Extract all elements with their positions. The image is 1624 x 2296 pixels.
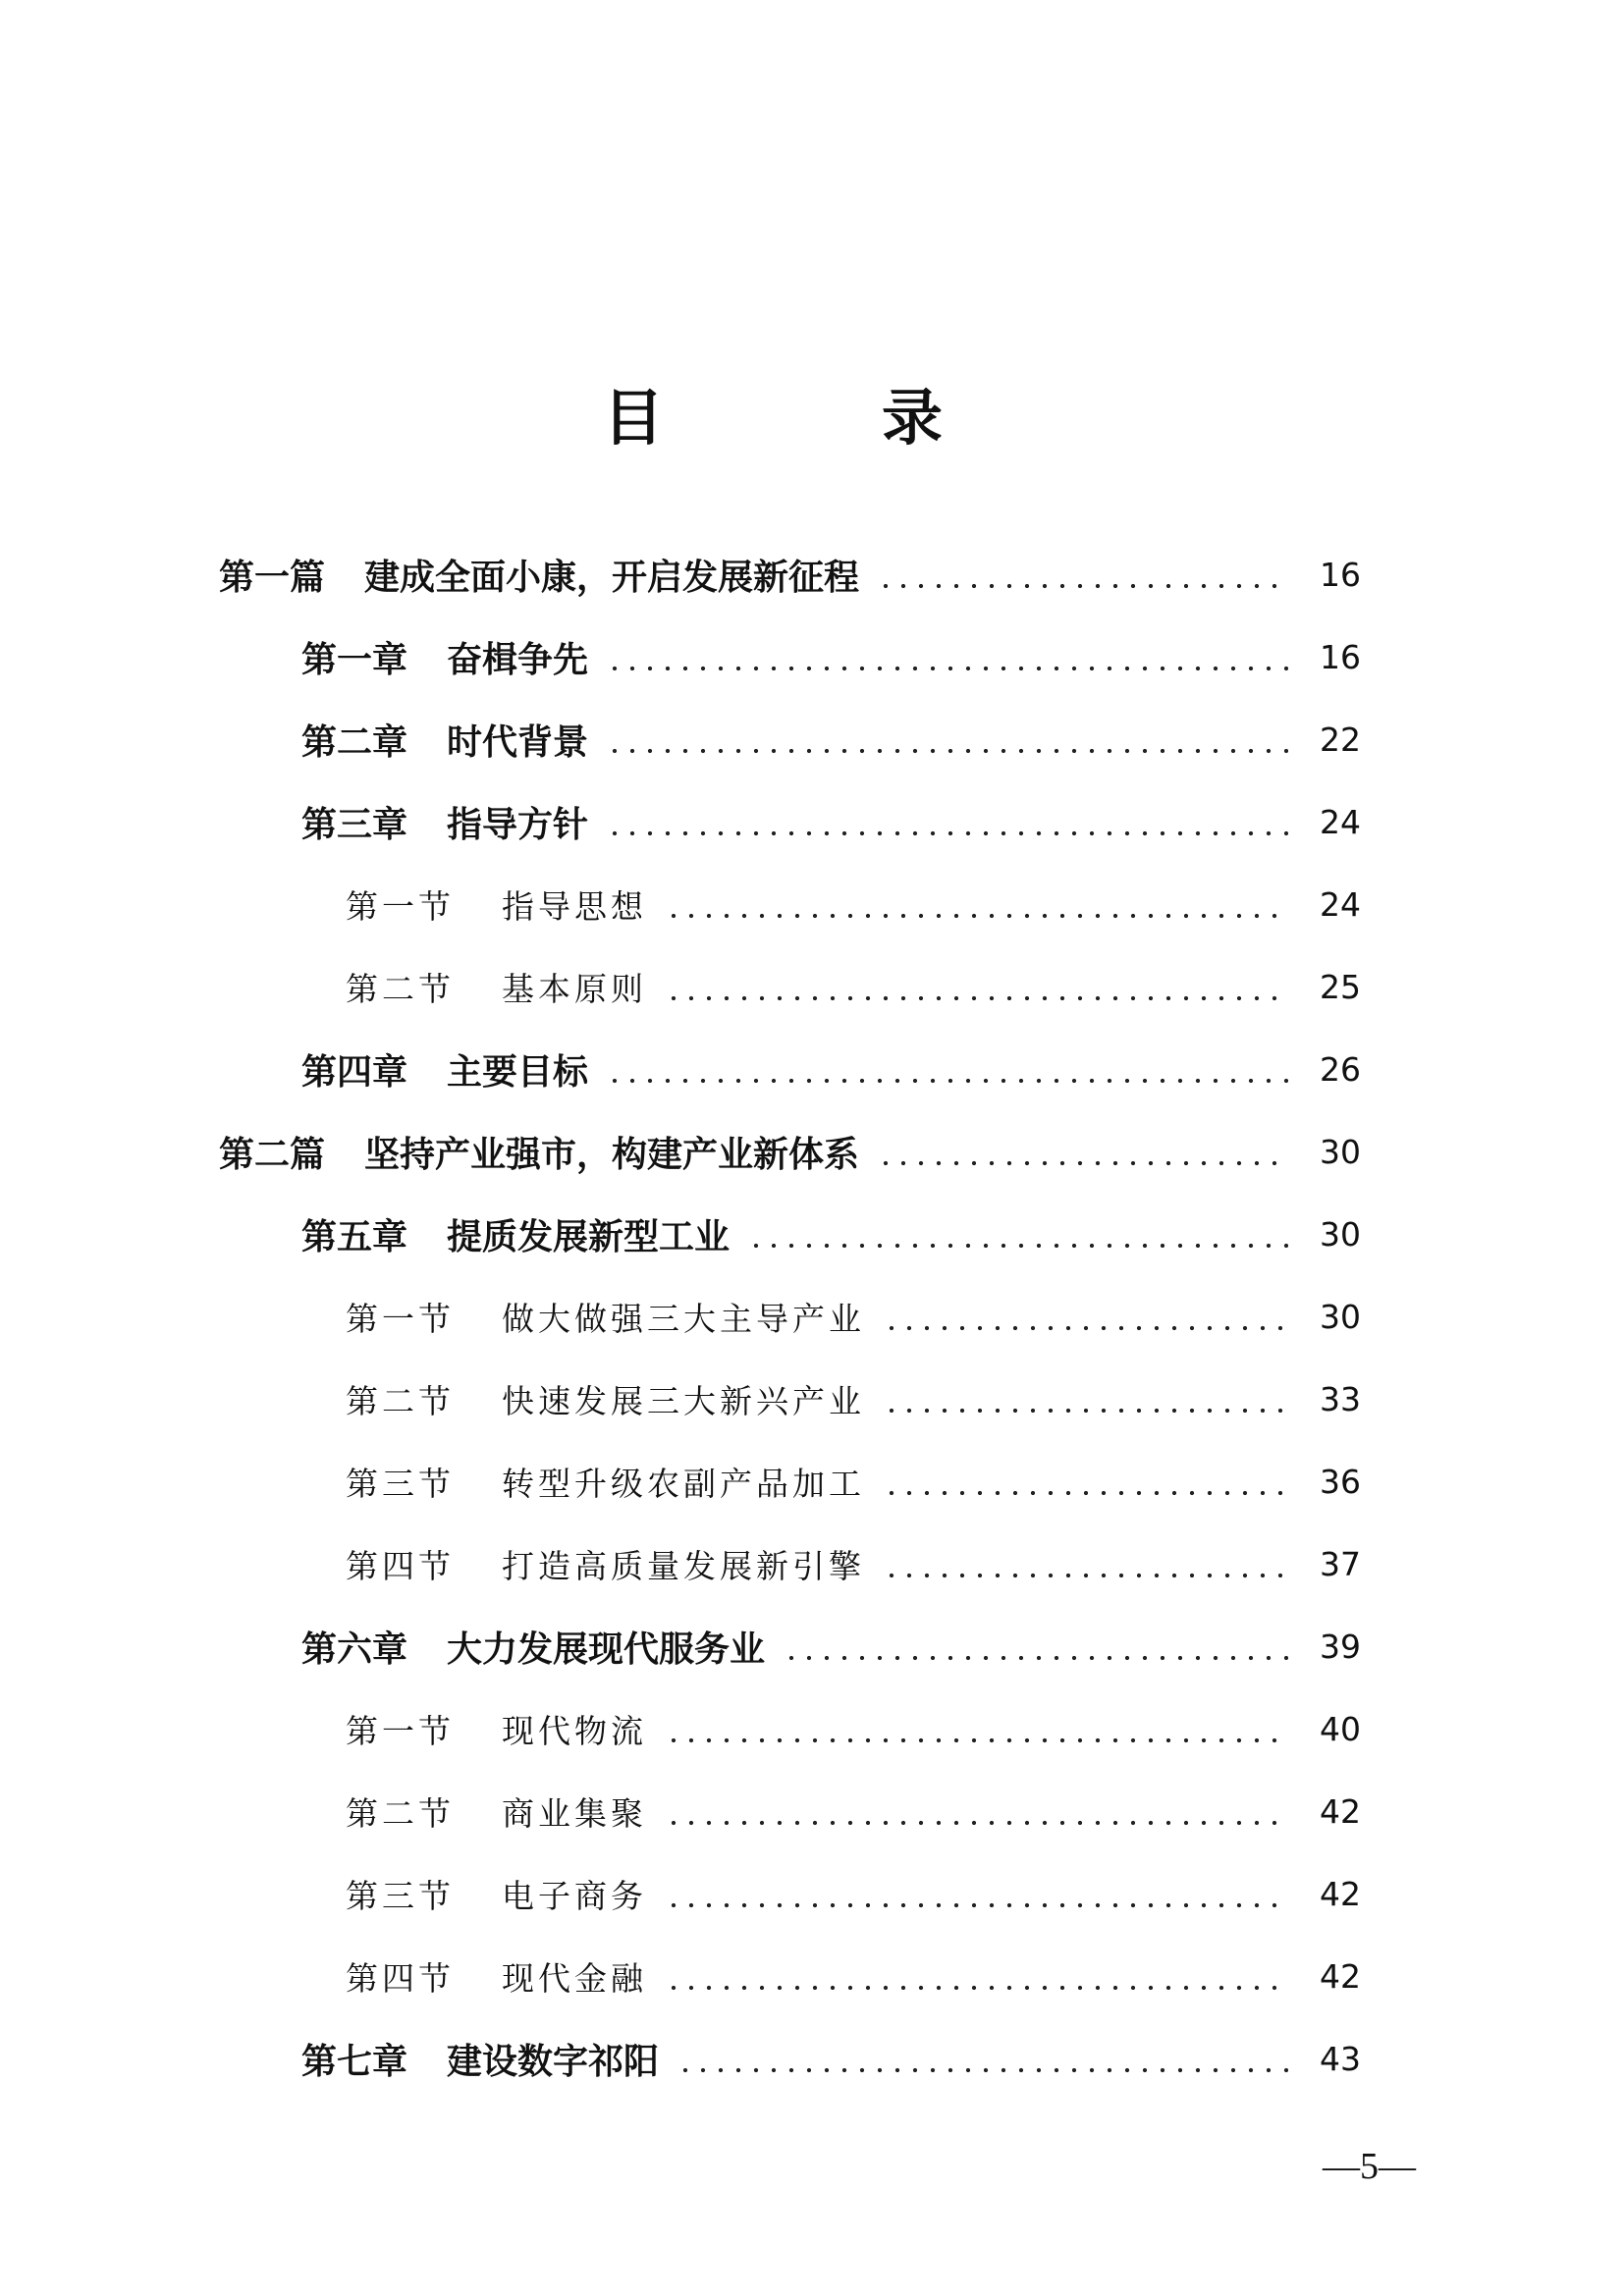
- toc-entry-page: 42: [1320, 1874, 1361, 1913]
- toc-entry-title: [346, 1789, 647, 1835]
- toc-entry-title: [346, 1294, 865, 1340]
- toc-dot-leader: [665, 1876, 1288, 1911]
- toc-section-entry[interactable]: [0, 1440, 1624, 1522]
- toc-entry-page: 24: [1320, 884, 1361, 924]
- toc-entry-number: 第一篇: [219, 557, 326, 598]
- toc-chapter-entry[interactable]: [0, 1028, 1624, 1110]
- toc-entry-page: 36: [1320, 1462, 1361, 1501]
- toc-entry-label: 时代背景: [447, 721, 589, 763]
- toc-entry-title: [301, 1209, 730, 1259]
- toc-entry-number: 第三章: [301, 804, 408, 845]
- toc-entry-label: 现代金融: [502, 1958, 647, 1998]
- toc-dot-leader: [665, 1711, 1288, 1746]
- toc-entry-page: 25: [1320, 967, 1361, 1006]
- toc-entry-label: 提质发展新型工业: [447, 1216, 731, 1257]
- toc-dot-leader: [665, 1958, 1288, 1994]
- toc-chapter-entry[interactable]: [0, 1193, 1624, 1275]
- toc-dot-leader: [606, 1051, 1288, 1087]
- toc-entry-number: 第一节: [346, 1711, 455, 1750]
- toc-entry-label: 奋楫争先: [447, 639, 589, 680]
- toc-entry-page: 33: [1320, 1379, 1361, 1418]
- toc-dot-leader: [606, 804, 1288, 839]
- toc-dot-leader: [665, 886, 1288, 922]
- toc-section-entry[interactable]: [0, 945, 1624, 1028]
- toc-dot-leader: [783, 1629, 1288, 1664]
- toc-entry-number: 第二章: [301, 721, 408, 763]
- toc-entry-title: [301, 797, 588, 847]
- toc-entry-title: [346, 881, 647, 928]
- toc-entry-number: 第六章: [301, 1629, 408, 1670]
- toc-entry-number: 第二节: [346, 1381, 455, 1420]
- toc-section-entry[interactable]: [0, 1358, 1624, 1440]
- toc-section-entry[interactable]: [0, 1852, 1624, 1935]
- toc-dot-leader: [747, 1216, 1288, 1252]
- toc-entry-number: 第一章: [301, 639, 408, 680]
- toc-entry-page: 26: [1320, 1049, 1361, 1089]
- toc-dot-leader: [665, 969, 1288, 1004]
- toc-entry-page: 16: [1320, 637, 1361, 676]
- toc-entry-label: 建成全面小康，开启发展新征程: [364, 557, 860, 598]
- toc-dot-leader: [883, 1381, 1288, 1416]
- toc-entry-page: 42: [1320, 1956, 1361, 1996]
- toc-section-entry[interactable]: [0, 1522, 1624, 1605]
- page-title: 目 录: [602, 382, 1021, 454]
- toc-entry-number: 第四章: [301, 1051, 408, 1093]
- toc-entry-label: 转型升级农副产品加工: [502, 1464, 865, 1503]
- toc-section-entry[interactable]: [0, 1770, 1624, 1852]
- toc-entry-page: 37: [1320, 1544, 1361, 1583]
- toc-entry-title: [301, 715, 588, 765]
- toc-dot-leader: [877, 1134, 1288, 1169]
- toc-dot-leader: [877, 557, 1288, 592]
- toc-entry-number: 第五章: [301, 1216, 408, 1257]
- toc-chapter-entry[interactable]: [0, 1605, 1624, 1687]
- toc-entry-label: 指导方针: [447, 804, 589, 845]
- toc-entry-label: 做大做强三大主导产业: [502, 1299, 865, 1338]
- toc-section-entry[interactable]: [0, 1687, 1624, 1770]
- toc-entry-page: 30: [1320, 1132, 1361, 1171]
- toc-entry-label: 打造高质量发展新引擎: [502, 1546, 865, 1585]
- toc-section-entry[interactable]: [0, 863, 1624, 945]
- toc-entry-page: 40: [1320, 1709, 1361, 1748]
- toc-entry-title: [346, 1706, 647, 1752]
- toc-entry-label: 快速发展三大新兴产业: [502, 1381, 865, 1420]
- toc-entry-label: 坚持产业强市，构建产业新体系: [364, 1134, 860, 1175]
- toc-part-entry[interactable]: [0, 1110, 1624, 1193]
- toc-dot-leader: [606, 639, 1288, 674]
- toc-entry-number: 第二篇: [219, 1134, 326, 1175]
- toc-chapter-entry[interactable]: [0, 780, 1624, 863]
- toc-entry-page: 16: [1320, 555, 1361, 594]
- toc-entry-page: 30: [1320, 1214, 1361, 1254]
- toc-dot-leader: [883, 1546, 1288, 1581]
- toc-entry-title: [346, 1376, 865, 1422]
- toc-entry-number: 第一节: [346, 886, 455, 926]
- toc-dot-leader: [883, 1464, 1288, 1499]
- toc-entry-number: 第七章: [301, 2041, 408, 2082]
- toc-entry-label: 建设数字祁阳: [447, 2041, 660, 2082]
- toc-entry-number: 第三节: [346, 1876, 455, 1915]
- toc-entry-page: 39: [1320, 1627, 1361, 1666]
- toc-entry-title: [219, 1127, 859, 1177]
- toc-dot-leader: [677, 2041, 1288, 2076]
- toc-entry-number: 第二节: [346, 969, 455, 1008]
- toc-dot-leader: [606, 721, 1288, 757]
- toc-dot-leader: [883, 1299, 1288, 1334]
- toc-section-entry[interactable]: [0, 1275, 1624, 1358]
- toc-entry-page: 43: [1320, 2039, 1361, 2078]
- toc-entry-page: 30: [1320, 1297, 1361, 1336]
- toc-entry-page: 42: [1320, 1791, 1361, 1831]
- toc-chapter-entry[interactable]: [0, 698, 1624, 780]
- toc-chapter-entry[interactable]: [0, 615, 1624, 698]
- toc-section-entry[interactable]: [0, 1935, 1624, 2017]
- toc-entry-title: [301, 1622, 765, 1672]
- toc-entry-title: [346, 964, 647, 1010]
- toc-entry-label: 大力发展现代服务业: [447, 1629, 766, 1670]
- toc-entry-number: 第二节: [346, 1793, 455, 1833]
- toc-entry-number: 第三节: [346, 1464, 455, 1503]
- toc-entry-title: [301, 2034, 659, 2084]
- toc-entry-label: 基本原则: [502, 969, 647, 1008]
- toc-entry-title: [219, 550, 859, 600]
- toc-entry-title: [346, 1459, 865, 1505]
- toc-entry-label: 现代物流: [502, 1711, 647, 1750]
- toc-entry-label: 指导思想: [502, 886, 647, 926]
- toc-entry-number: 第四节: [346, 1958, 455, 1998]
- toc-entry-label: 商业集聚: [502, 1793, 647, 1833]
- toc-entry-title: [346, 1871, 647, 1917]
- page-number: —5—: [1323, 2146, 1416, 2187]
- toc-entry-page: 24: [1320, 802, 1361, 841]
- toc-entry-label: 电子商务: [502, 1876, 647, 1915]
- toc-entry-title: [301, 1044, 588, 1095]
- table-of-contents: [0, 533, 1624, 2100]
- toc-entry-title: [301, 632, 588, 682]
- toc-entry-label: 主要目标: [447, 1051, 589, 1093]
- toc-entry-number: 第一节: [346, 1299, 455, 1338]
- toc-entry-title: [346, 1541, 865, 1587]
- toc-dot-leader: [665, 1793, 1288, 1829]
- toc-part-entry[interactable]: [0, 533, 1624, 615]
- toc-entry-title: [346, 1953, 647, 2000]
- toc-chapter-entry[interactable]: [0, 2017, 1624, 2100]
- toc-entry-number: 第四节: [346, 1546, 455, 1585]
- toc-entry-page: 22: [1320, 720, 1361, 759]
